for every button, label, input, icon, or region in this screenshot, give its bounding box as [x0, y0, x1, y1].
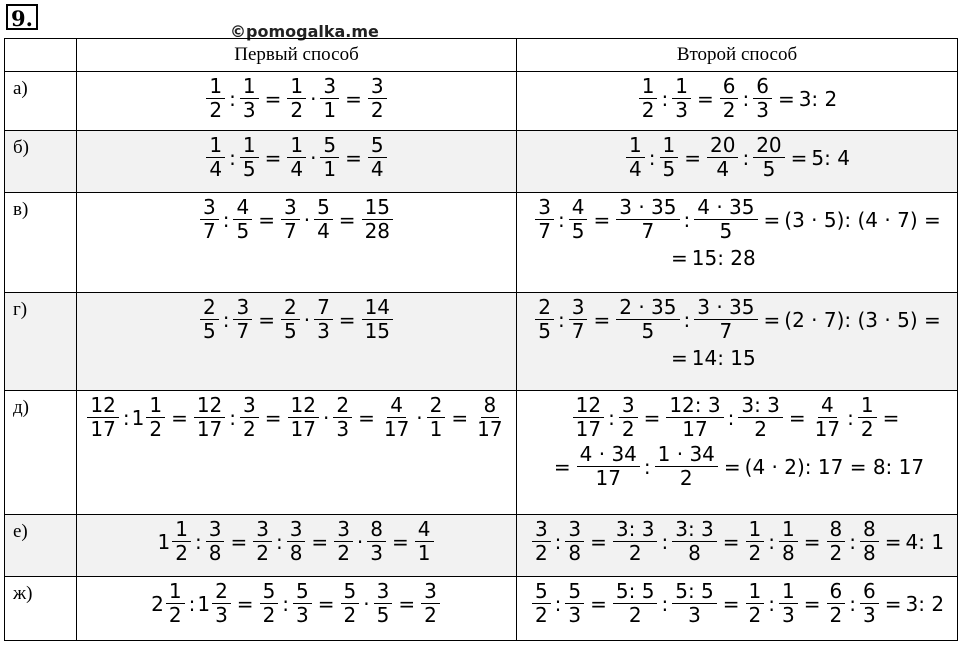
- formula: 1 $\frac{1}{2}$ : $\frac{3}{8}$ = $\frac{3}{2}$ : $\frac{3}{8}$ = $\frac{3}{2}$ · $\frac{8}{3}$ = $\frac{4}{1}$: [157, 515, 435, 564]
- formula-continuation: = 15: 28: [671, 246, 756, 270]
- row-label: ж): [5, 577, 77, 641]
- solution-table: [4, 38, 958, 641]
- table-row: [5, 131, 958, 193]
- table-row: [5, 193, 958, 293]
- formula: $\frac{12}{17}$ : 1 $\frac{1}{2}$ = $\frac{12}{17}$ : $\frac{3}{2}$ = $\frac{12}{17}$ · $\frac{2}{3}$ = $\frac{4}{17}$ · $\frac{2}{1}$ = $\frac{8}{17}$: [85, 391, 507, 440]
- corner-cell: [5, 39, 77, 72]
- formula: $\frac{2}{5}$ : $\frac{3}{7}$ = $\frac{2}{5}$ · $\frac{7}{3}$ = $\frac{14}{15}$: [198, 293, 395, 342]
- formula-continuation: = 14: 15: [671, 346, 756, 370]
- first-method-cell: [77, 193, 517, 293]
- first-method-cell: [77, 577, 517, 641]
- first-method-cell: [77, 293, 517, 391]
- second-method-cell: [517, 515, 958, 577]
- first-method-cell: [77, 72, 517, 131]
- second-method-cell: [517, 193, 958, 293]
- row-label: г): [5, 293, 77, 391]
- row-label: в): [5, 193, 77, 293]
- formula: $\frac{3}{2}$ : $\frac{3}{8}$ = $\frac{3: 3}{2}$ : $\frac{3: 3}{8}$ = $\frac{1}{2}$ : $\frac{1}{8}$ = $\frac{8}{2}$ : $\frac{8}{8}$ = 4: 1: [530, 515, 944, 564]
- formula: $\frac{1}{2}$ : $\frac{1}{3}$ = $\frac{1}{2}$ · $\frac{3}{1}$ = $\frac{3}{2}$: [204, 72, 388, 121]
- formula: $\frac{5}{2}$ : $\frac{5}{3}$ = $\frac{5: 5}{2}$ : $\frac{5: 5}{3}$ = $\frac{1}{2}$ : $\frac{1}{3}$ = $\frac{6}{2}$ : $\frac{6}{3}$ = 3: 2: [530, 577, 944, 626]
- header-first-method: Первый способ: [77, 39, 517, 72]
- row-label: б): [5, 131, 77, 193]
- first-method-cell: [77, 391, 517, 515]
- row-label: д): [5, 391, 77, 515]
- first-method-cell: [77, 515, 517, 577]
- second-method-cell: [517, 72, 958, 131]
- formula: $\frac{3}{7}$ : $\frac{4}{5}$ = $\frac{3 \cdot 35}{7}$ : $\frac{4 \cdot 35}{5}$ = (3 · 5): (4 · 7) =: [517, 193, 957, 242]
- table-row: [5, 293, 958, 391]
- formula: $\frac{2}{5}$ : $\frac{3}{7}$ = $\frac{2 \cdot 35}{5}$ : $\frac{3 \cdot 35}{7}$ = (2 · 7): (3 · 5) =: [517, 293, 957, 342]
- second-method-cell: [517, 293, 958, 391]
- row-label: е): [5, 515, 77, 577]
- header-row: [5, 39, 958, 72]
- formula: $\frac{1}{2}$ : $\frac{1}{3}$ = $\frac{6}{2}$ : $\frac{6}{3}$ = 3: 2: [637, 72, 838, 121]
- table-row: [5, 72, 958, 131]
- formula: $\frac{3}{7}$ : $\frac{4}{5}$ = $\frac{3}{7}$ · $\frac{5}{4}$ = $\frac{15}{28}$: [198, 193, 395, 242]
- header-second-method: Второй способ: [517, 39, 958, 72]
- problem-number: 9.: [6, 4, 38, 30]
- formula: 2 $\frac{1}{2}$ : 1 $\frac{2}{3}$ = $\frac{5}{2}$ : $\frac{5}{3}$ = $\frac{5}{2}$ · $\frac{3}{5}$ = $\frac{3}{2}$: [151, 577, 442, 626]
- watermark: ©pomogalka.me: [230, 22, 379, 41]
- formula: $\frac{12}{17}$ : $\frac{3}{2}$ = $\frac{12: 3}{17}$ : $\frac{3: 3}{2}$ = $\frac{4}{17}$ : $\frac{1}{2}$ =: [517, 391, 957, 440]
- second-method-cell: [517, 391, 958, 515]
- table-row: [5, 515, 958, 577]
- formula-continuation: = $\frac{4 \cdot 34}{17}$ : $\frac{1 \cdot 34}{2}$ = (4 · 2): 17 = 8: 17: [553, 442, 925, 490]
- table-row: [5, 391, 958, 515]
- second-method-cell: [517, 131, 958, 193]
- row-label: а): [5, 72, 77, 131]
- second-method-cell: [517, 577, 958, 641]
- table-row: [5, 577, 958, 641]
- formula: $\frac{1}{4}$ : $\frac{1}{5}$ = $\frac{1}{4}$ · $\frac{5}{1}$ = $\frac{5}{4}$: [204, 131, 388, 180]
- formula: $\frac{1}{4}$ : $\frac{1}{5}$ = $\frac{20}{4}$ : $\frac{20}{5}$ = 5: 4: [624, 131, 850, 180]
- first-method-cell: [77, 131, 517, 193]
